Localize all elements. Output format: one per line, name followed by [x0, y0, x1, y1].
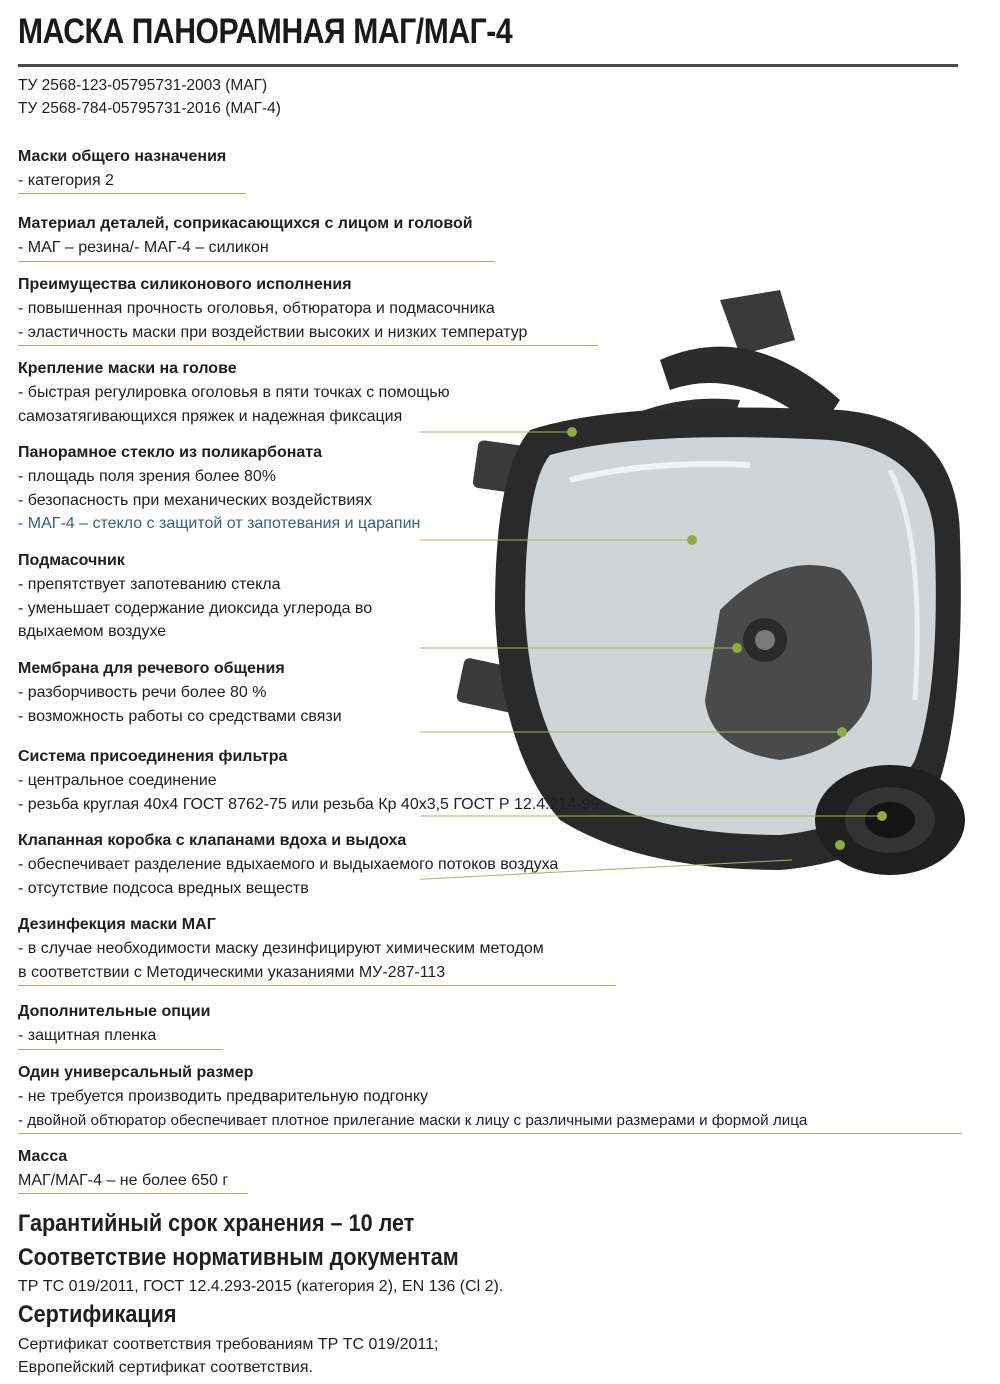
section-underline [18, 1049, 223, 1050]
section-line: в соответствии с Методическими указаниями МУ-287-113 [18, 963, 446, 981]
section-additional-options [18, 1000, 210, 1048]
section-underline [18, 1133, 962, 1134]
section-line: - центральное соединение [18, 772, 217, 789]
section-line: - возможность работы со средствами связи [18, 707, 342, 725]
certification-text [18, 1333, 438, 1379]
section-line: - быстрая регулировка оголовья в пяти точках с помощью [18, 384, 450, 401]
section-line: - в случае необходимости маску дезинфицируют химическим методом [18, 940, 544, 957]
section-underline [18, 985, 616, 986]
title-rule [18, 64, 958, 67]
section-heading: Масса [18, 1148, 68, 1165]
certification-line: Европейский сертификат соответствия. [18, 1359, 313, 1376]
section-disinfection [18, 913, 544, 984]
warranty-heading: Гарантийный срок хранения – 10 лет [18, 1210, 415, 1237]
section-heading: Материал деталей, соприкасающихся с лицом и головой [18, 215, 473, 232]
section-heading: Дезинфекция маски МАГ [18, 916, 216, 933]
section-line: - эластичность маски при воздействии высоких и низких температур [18, 323, 528, 341]
section-general-purpose [18, 145, 226, 193]
certification-heading: Сертификация [18, 1301, 177, 1328]
section-line: - препятствует запотеванию стекла [18, 576, 281, 593]
section-underline [18, 261, 495, 262]
spec-list [18, 74, 281, 120]
section-line: - категория 2 [18, 172, 114, 189]
compliance-heading: Соответствие нормативным документам [18, 1244, 459, 1271]
section-line: - разборчивость речи более 80 % [18, 684, 267, 701]
section-line: - двойной обтюратор обеспечивает плотное прилегание маски к лицу с различными размерами и формой лица [18, 1111, 808, 1129]
section-heading: Мембрана для речевого общения [18, 660, 285, 677]
section-silicone-advantages [18, 273, 527, 344]
section-line: - безопасность при механических воздействиях [18, 491, 372, 509]
section-heading: Дополнительные опции [18, 1003, 211, 1020]
section-panoramic-glass [18, 441, 420, 536]
section-filter-connection [18, 745, 599, 816]
section-weight [18, 1145, 228, 1193]
section-line: - резьба круглая 40х4 ГОСТ 8762-75 или резьба Кр 40х3,5 ГОСТ Р 12.4.214-99 [18, 795, 600, 813]
page-title: МАСКА ПАНОРАМНАЯ МАГ/МАГ-4 [18, 12, 513, 51]
section-inner-mask [18, 549, 372, 644]
section-underline [18, 193, 246, 194]
section-line: - площадь поля зрения более 80% [18, 468, 277, 485]
compliance-line: ТР ТС 019/2011, ГОСТ 12.4.293-2015 (категория 2), EN 136 (Cl 2). [18, 1278, 504, 1295]
section-line: - защитная пленка [18, 1027, 157, 1044]
section-heading: Система присоединения фильтра [18, 748, 288, 765]
section-heading: Крепление маски на голове [18, 360, 237, 377]
section-line: - не требуется производить предварительную подгонку [18, 1088, 429, 1105]
section-heading: Панорамное стекло из поликарбоната [18, 444, 323, 461]
section-head-fastening [18, 357, 450, 428]
certification-line: Сертификат соответствия требованиям ТР ТС 019/2011; [18, 1336, 439, 1353]
section-heading: Клапанная коробка с клапанами вдоха и выдоха [18, 832, 407, 849]
section-valve-box [18, 829, 558, 900]
section-speech-membrane [18, 657, 342, 728]
section-line: МАГ/МАГ-4 – не более 650 г [18, 1172, 229, 1189]
spec-line: ТУ 2568-123-05795731-2003 (МАГ) [18, 77, 268, 94]
section-line: самозатягивающихся пряжек и надежная фиксация [18, 407, 403, 425]
top-buckle [720, 290, 795, 355]
section-line-accent: - МАГ-4 – стекло с защитой от запотевания и царапин [18, 515, 421, 532]
section-heading: Маски общего назначения [18, 148, 227, 165]
section-line: - отсутствие подсоса вредных веществ [18, 879, 309, 897]
section-line: - МАГ – резина/- МАГ-4 – силикон [18, 239, 269, 256]
section-line: - обеспечивает разделение вдыхаемого и выдыхаемого потоков воздуха [18, 856, 559, 873]
section-line: - повышенная прочность оголовья, обтюратора и подмасочника [18, 300, 495, 317]
section-line: вдыхаемом воздухе [18, 623, 167, 640]
section-heading: Один универсальный размер [18, 1064, 254, 1081]
section-universal-size [18, 1061, 807, 1132]
section-material [18, 212, 473, 260]
section-heading: Подмасочник [18, 552, 125, 569]
section-underline [18, 345, 598, 346]
compliance-text [18, 1275, 503, 1298]
section-underline [18, 1193, 248, 1194]
section-heading: Преимущества силиконового исполнения [18, 276, 352, 293]
spec-line: ТУ 2568-784-05795731-2016 (МАГ-4) [18, 100, 281, 117]
section-line: - уменьшает содержание диоксида углерода во [18, 599, 373, 617]
